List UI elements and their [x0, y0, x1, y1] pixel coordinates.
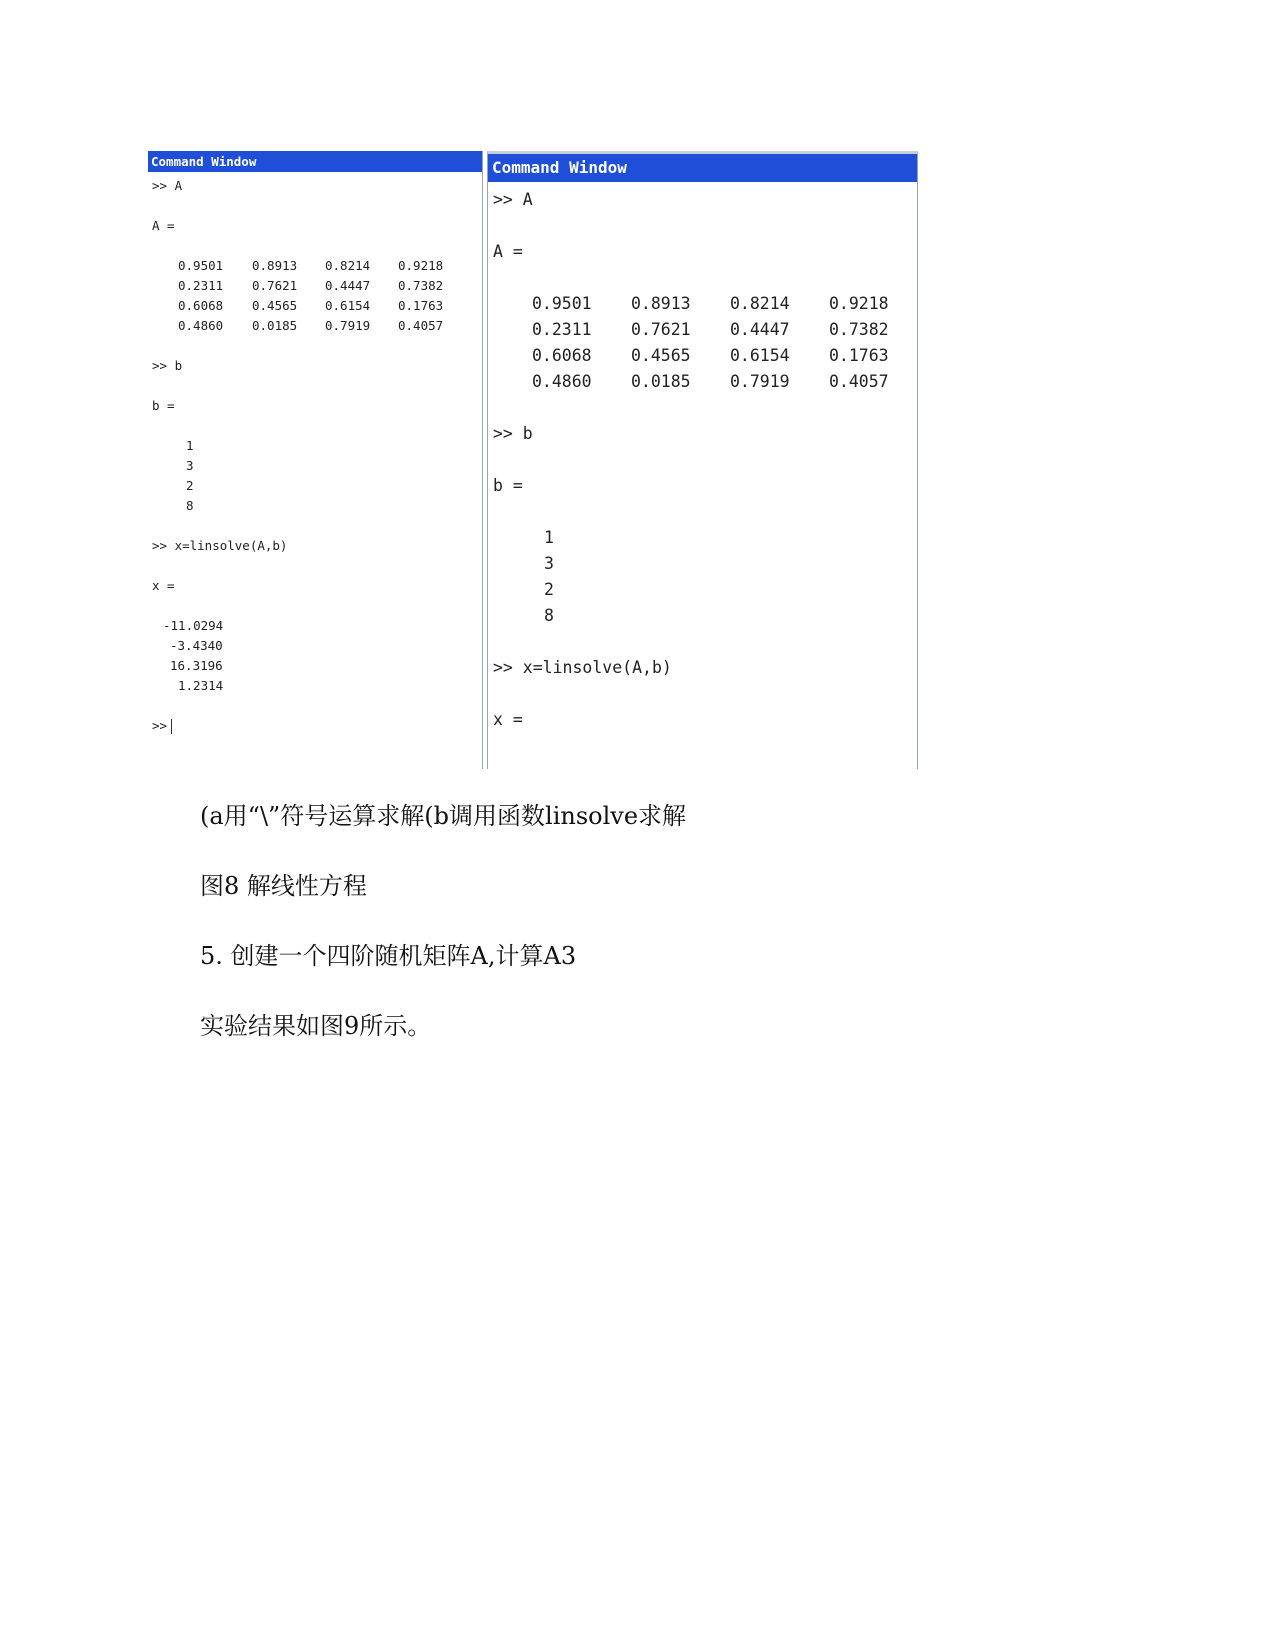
vector-cell: 1 — [544, 528, 554, 547]
matrix-cell: 0.2311 — [532, 320, 592, 339]
matrix-cell: 0.9501 — [178, 258, 224, 273]
output-label: b = — [493, 476, 523, 495]
vector-cell: 8 — [544, 606, 554, 625]
matrix-cell: 0.8214 — [730, 294, 790, 313]
matrix-cell: 0.6068 — [532, 346, 592, 365]
matrix-cell: 0.0185 — [631, 372, 691, 391]
output-label: A = — [152, 218, 175, 233]
matrix-cell: 0.9501 — [532, 294, 592, 313]
matrix-cell: 0.4565 — [631, 346, 691, 365]
matrix-cell: 0.8913 — [252, 258, 298, 273]
command-line: >> x=linsolve(A,b) — [152, 538, 288, 553]
command-line: >> b — [152, 358, 183, 373]
output-label: x = — [152, 578, 175, 593]
matrix-cell: 0.4860 — [532, 372, 592, 391]
matrix-cell: 0.6154 — [325, 298, 371, 313]
matrix-cell: 0.6154 — [730, 346, 790, 365]
vector-cell: 2 — [544, 580, 554, 599]
matrix-cell: 0.7621 — [631, 320, 691, 339]
matrix-cell: 0.0185 — [252, 318, 298, 333]
subfigure-caption: (a用“\”符号运算求解(b调用函数linsolve求解 — [200, 802, 687, 830]
matrix-cell: 0.7621 — [252, 278, 298, 293]
vector-cell: 3 — [186, 458, 194, 473]
matrix-cell: 0.7382 — [829, 320, 889, 339]
command-line: >> A — [152, 178, 183, 193]
prompt-text: >> — [152, 718, 168, 733]
vector-cell: 1 — [186, 438, 194, 453]
window-title: Command Window — [488, 154, 917, 182]
command-line: >> x=linsolve(A,b) — [493, 658, 672, 677]
output-label: x = — [493, 710, 523, 729]
task-item-5: 5. 创建一个四阶随机矩阵A,计算A3 — [200, 942, 577, 970]
matrix-cell: 0.1763 — [398, 298, 444, 313]
output-label: b = — [152, 398, 175, 413]
matrix-cell: 0.9218 — [398, 258, 444, 273]
vector-cell: -3.4340 — [170, 638, 223, 653]
matrix-cell: 0.2311 — [178, 278, 224, 293]
matrix-cell: 0.8214 — [325, 258, 371, 273]
command-line: >> b — [493, 424, 533, 443]
matrix-cell: 0.7919 — [325, 318, 371, 333]
matrix-cell: 0.6068 — [178, 298, 224, 313]
vector-cell: 1.2314 — [178, 678, 224, 693]
result-note: 实验结果如图9所示。 — [200, 1012, 432, 1040]
matrix-cell: 0.1763 — [829, 346, 889, 365]
command-prompt[interactable] — [148, 718, 172, 734]
matrix-cell: 0.4860 — [178, 318, 224, 333]
command-line: >> A — [493, 190, 533, 209]
matrix-cell: 0.7382 — [398, 278, 444, 293]
figure-caption: 图8 解线性方程 — [200, 872, 367, 900]
matrix-cell: 0.4057 — [829, 372, 889, 391]
vector-cell: -11.0294 — [163, 618, 224, 633]
output-label: A = — [493, 242, 523, 261]
matrix-cell: 0.4057 — [398, 318, 444, 333]
vector-cell: 16.3196 — [170, 658, 223, 673]
text-cursor — [171, 719, 172, 734]
matrix-cell: 0.4565 — [252, 298, 298, 313]
command-window-right — [487, 151, 918, 769]
matrix-cell: 0.7919 — [730, 372, 790, 391]
vector-cell: 3 — [544, 554, 554, 573]
matrix-cell: 0.8913 — [631, 294, 691, 313]
vector-cell: 8 — [186, 498, 194, 513]
window-title: Command Window — [148, 151, 482, 172]
matrix-cell: 0.4447 — [730, 320, 790, 339]
matrix-cell: 0.9218 — [829, 294, 889, 313]
vector-cell: 2 — [186, 478, 194, 493]
command-window-left — [148, 151, 483, 769]
matrix-cell: 0.4447 — [325, 278, 371, 293]
